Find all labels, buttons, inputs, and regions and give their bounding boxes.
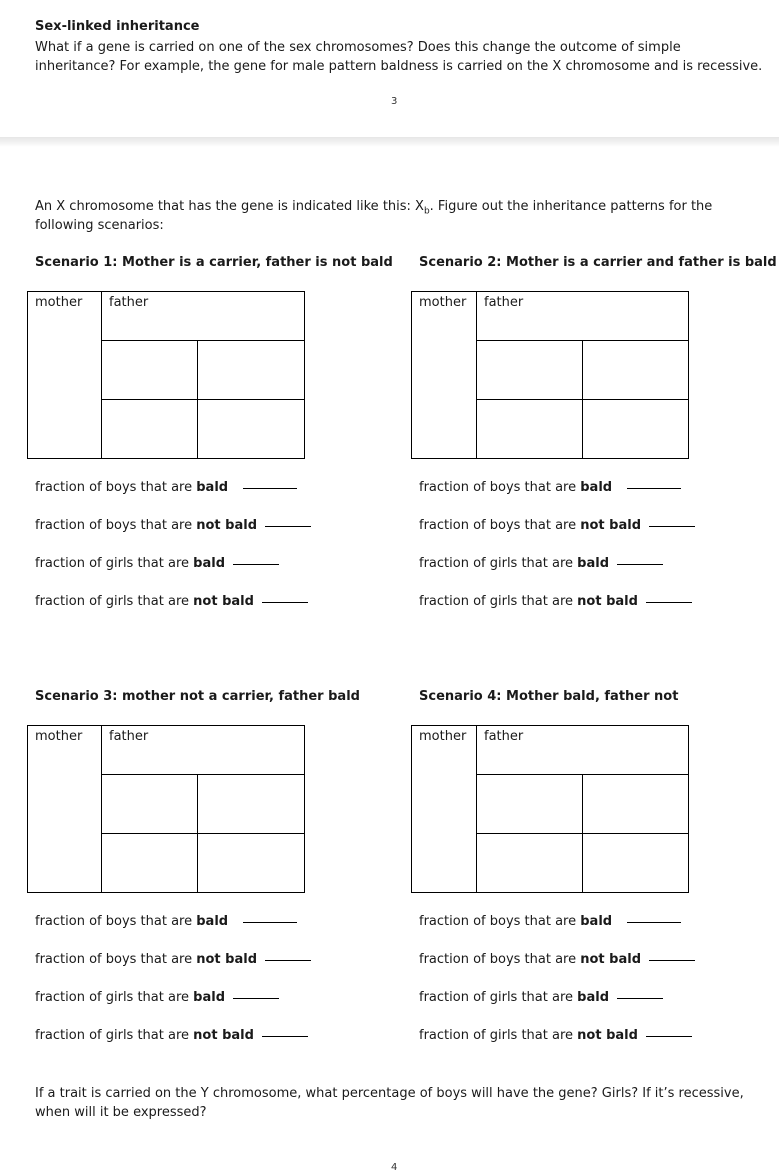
mother-label: mother xyxy=(419,729,467,744)
grid-divider xyxy=(101,833,304,834)
mother-label: mother xyxy=(35,295,83,310)
scenario-1-punnett-square xyxy=(27,291,305,459)
s1-girls-bald: fraction of girls that are bald xyxy=(35,556,279,571)
answer-blank[interactable] xyxy=(627,921,681,923)
grid-divider xyxy=(101,399,304,400)
notation-line-2: following scenarios: xyxy=(35,218,164,233)
intro-text-line-2: inheritance? For example, the gene for male pattern baldness is carried on the X chromosome and is recessive. xyxy=(35,59,763,74)
answer-blank[interactable] xyxy=(649,525,695,527)
grid-divider xyxy=(476,292,477,458)
answer-blank[interactable] xyxy=(233,563,279,565)
grid-divider xyxy=(101,340,304,341)
answer-blank[interactable] xyxy=(617,563,663,565)
section-heading: Sex-linked inheritance xyxy=(35,19,200,34)
answer-blank[interactable] xyxy=(617,997,663,999)
father-label: father xyxy=(484,729,524,744)
scenario-4-punnett-square xyxy=(411,725,689,893)
page-separator xyxy=(0,137,779,147)
scenario-2-punnett-square xyxy=(411,291,689,459)
s2-girls-not-bald: fraction of girls that are not bald xyxy=(419,594,692,609)
s4-girls-bald: fraction of girls that are bald xyxy=(419,990,663,1005)
answer-blank[interactable] xyxy=(646,1035,692,1037)
grid-divider xyxy=(582,774,583,892)
answer-blank[interactable] xyxy=(265,959,311,961)
answer-blank[interactable] xyxy=(265,525,311,527)
grid-divider xyxy=(101,292,102,458)
grid-divider xyxy=(476,726,477,892)
mother-label: mother xyxy=(35,729,83,744)
s4-girls-not-bald: fraction of girls that are not bald xyxy=(419,1028,692,1043)
answer-blank[interactable] xyxy=(262,1035,308,1037)
s1-boys-not-bald: fraction of boys that are not bald xyxy=(35,518,311,533)
answer-blank[interactable] xyxy=(243,487,297,489)
scenario-4-title: Scenario 4: Mother bald, father not xyxy=(419,689,679,704)
grid-divider xyxy=(101,774,304,775)
notation-subscript: b xyxy=(423,206,430,217)
s4-boys-not-bald: fraction of boys that are not bald xyxy=(419,952,695,967)
grid-divider xyxy=(197,774,198,892)
answer-blank[interactable] xyxy=(649,959,695,961)
answer-blank[interactable] xyxy=(243,921,297,923)
s3-boys-not-bald: fraction of boys that are not bald xyxy=(35,952,311,967)
s2-boys-bald: fraction of boys that are bald xyxy=(419,480,681,495)
father-label: father xyxy=(484,295,524,310)
scenario-3-punnett-square xyxy=(27,725,305,893)
s1-girls-not-bald: fraction of girls that are not bald xyxy=(35,594,308,609)
question-line-2: when will it be expressed? xyxy=(35,1105,207,1120)
s2-girls-bald: fraction of girls that are bald xyxy=(419,556,663,571)
scenario-2-title: Scenario 2: Mother is a carrier and father is bald xyxy=(419,255,777,270)
father-label: father xyxy=(109,295,149,310)
s3-boys-bald: fraction of boys that are bald xyxy=(35,914,297,929)
answer-blank[interactable] xyxy=(262,601,308,603)
answer-blank[interactable] xyxy=(233,997,279,999)
s2-boys-not-bald: fraction of boys that are not bald xyxy=(419,518,695,533)
intro-text-line-1: What if a gene is carried on one of the sex chromosomes? Does this change the outcome of simple xyxy=(35,40,681,55)
scenario-3-title: Scenario 3: mother not a carrier, father bald xyxy=(35,689,360,704)
page-number-bottom: 4 xyxy=(391,1162,398,1173)
scenario-1-title: Scenario 1: Mother is a carrier, father is not bald xyxy=(35,255,393,270)
answer-blank[interactable] xyxy=(627,487,681,489)
s1-boys-bald: fraction of boys that are bald xyxy=(35,480,297,495)
question-line-1: If a trait is carried on the Y chromosome, what percentage of boys will have the gene? Girls? If it’s recessive, xyxy=(35,1086,744,1101)
answer-blank[interactable] xyxy=(646,601,692,603)
grid-divider xyxy=(101,726,102,892)
notation-text-after: . Figure out the inheritance patterns for the xyxy=(429,199,713,214)
s3-girls-bald: fraction of girls that are bald xyxy=(35,990,279,1005)
s3-girls-not-bald: fraction of girls that are not bald xyxy=(35,1028,308,1043)
mother-label: mother xyxy=(419,295,467,310)
father-label: father xyxy=(109,729,149,744)
grid-divider xyxy=(582,340,583,458)
grid-divider xyxy=(197,340,198,458)
notation-text-before: An X chromosome that has the gene is indicated like this: X xyxy=(35,199,424,214)
s4-boys-bald: fraction of boys that are bald xyxy=(419,914,681,929)
page-number-top: 3 xyxy=(391,96,398,107)
